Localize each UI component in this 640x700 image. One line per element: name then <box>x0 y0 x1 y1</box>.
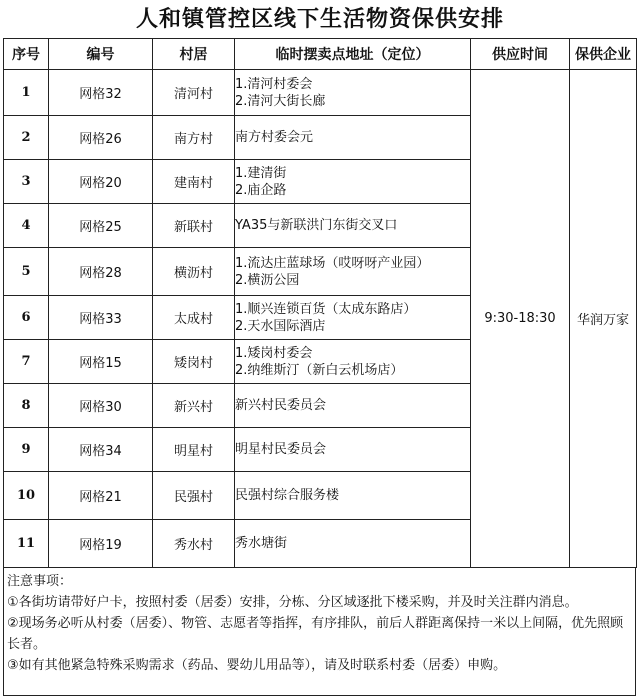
address-cell <box>235 160 471 204</box>
village-name: 横沥村 <box>153 248 235 296</box>
address-line: 1.流达庄蓝球场（哎呀呀产业园） <box>235 255 430 271</box>
address-line: 新兴村民委员会 <box>235 398 327 413</box>
village-name: 秀水村 <box>153 520 235 568</box>
address-line: 明星村民委员会 <box>235 442 327 457</box>
row-number: 5 <box>4 248 49 296</box>
grid-code: 网格30 <box>49 384 153 428</box>
address-line: 2.横沥公园 <box>235 272 300 288</box>
row-number: 6 <box>4 296 49 340</box>
village-name: 新联村 <box>153 204 235 248</box>
village-name: 新兴村 <box>153 384 235 428</box>
address-line: 南方村委会元 <box>235 130 314 145</box>
header-time: 供应时间 <box>471 39 570 70</box>
schedule-table <box>3 38 637 568</box>
table-body <box>4 70 637 568</box>
row-number: 7 <box>4 340 49 384</box>
grid-code: 网格20 <box>49 160 153 204</box>
village-name: 明星村 <box>153 428 235 472</box>
notes-section <box>3 568 636 696</box>
address-cell <box>235 340 471 384</box>
table-row <box>4 70 637 116</box>
address-cell <box>235 296 471 340</box>
address-line: 1.清河村委会 <box>235 76 313 92</box>
grid-code: 网格32 <box>49 70 153 116</box>
village-name: 建南村 <box>153 160 235 204</box>
header-address: 临时摆卖点地址（定位） <box>235 39 471 70</box>
address-line: 2.天水国际酒店 <box>235 318 326 334</box>
address-line: 1.建清街 <box>235 165 287 181</box>
address-cell <box>235 472 471 520</box>
header-code: 编号 <box>49 39 153 70</box>
row-number: 2 <box>4 116 49 160</box>
row-number: 10 <box>4 472 49 520</box>
address-cell <box>235 248 471 296</box>
village-name: 矮岗村 <box>153 340 235 384</box>
address-line: 2.纳维斯汀（新白云机场店） <box>235 362 404 378</box>
village-name: 太成村 <box>153 296 235 340</box>
address-cell <box>235 116 471 160</box>
address-cell <box>235 428 471 472</box>
address-line: 秀水塘街 <box>235 536 288 551</box>
address-line: YA35与新联洪门东街交叉口 <box>235 218 398 233</box>
header-company: 保供企业 <box>570 39 637 70</box>
address-line: 民强村综合服务楼 <box>235 488 340 503</box>
row-number: 9 <box>4 428 49 472</box>
row-number: 8 <box>4 384 49 428</box>
row-number: 4 <box>4 204 49 248</box>
header-no: 序号 <box>4 39 49 70</box>
address-line: 2.清河大街长廊 <box>235 93 326 109</box>
grid-code: 网格21 <box>49 472 153 520</box>
address-cell <box>235 70 471 116</box>
grid-code: 网格19 <box>49 520 153 568</box>
address-line: 1.矮岗村委会 <box>235 345 313 361</box>
supply-time: 9:30-18:30 <box>471 70 570 568</box>
note-item: ①各街坊请带好户卡，按照村委（居委）安排，分栋、分区域逐批下楼采购，并及时关注群内消息。 <box>7 595 578 610</box>
village-name: 民强村 <box>153 472 235 520</box>
address-line: 1.顺兴连锁百货（太成东路店） <box>235 301 417 317</box>
row-number: 1 <box>4 70 49 116</box>
grid-code: 网格34 <box>49 428 153 472</box>
grid-code: 网格26 <box>49 116 153 160</box>
notes-heading: 注意事项： <box>7 574 73 589</box>
address-cell <box>235 384 471 428</box>
address-cell <box>235 204 471 248</box>
grid-code: 网格25 <box>49 204 153 248</box>
row-number: 11 <box>4 520 49 568</box>
row-number: 3 <box>4 160 49 204</box>
page-title: 人和镇管控区线下生活物资保供安排 <box>135 7 504 32</box>
supply-company: 华润万家 <box>570 70 637 568</box>
note-item: ②现场务必听从村委（居委）、物管、志愿者等指挥，有序排队，前后人群距离保持一米以上间隔，优先照顾长者。 <box>7 616 624 652</box>
note-item: ③如有其他紧急特殊采购需求（药品、婴幼儿用品等），请及时联系村委（居委）申购。 <box>7 658 507 673</box>
village-name: 清河村 <box>153 70 235 116</box>
table-header-row <box>4 39 637 70</box>
address-cell <box>235 520 471 568</box>
header-village: 村居 <box>153 39 235 70</box>
grid-code: 网格15 <box>49 340 153 384</box>
address-line: 2.庙企路 <box>235 182 287 198</box>
grid-code: 网格28 <box>49 248 153 296</box>
village-name: 南方村 <box>153 116 235 160</box>
grid-code: 网格33 <box>49 296 153 340</box>
